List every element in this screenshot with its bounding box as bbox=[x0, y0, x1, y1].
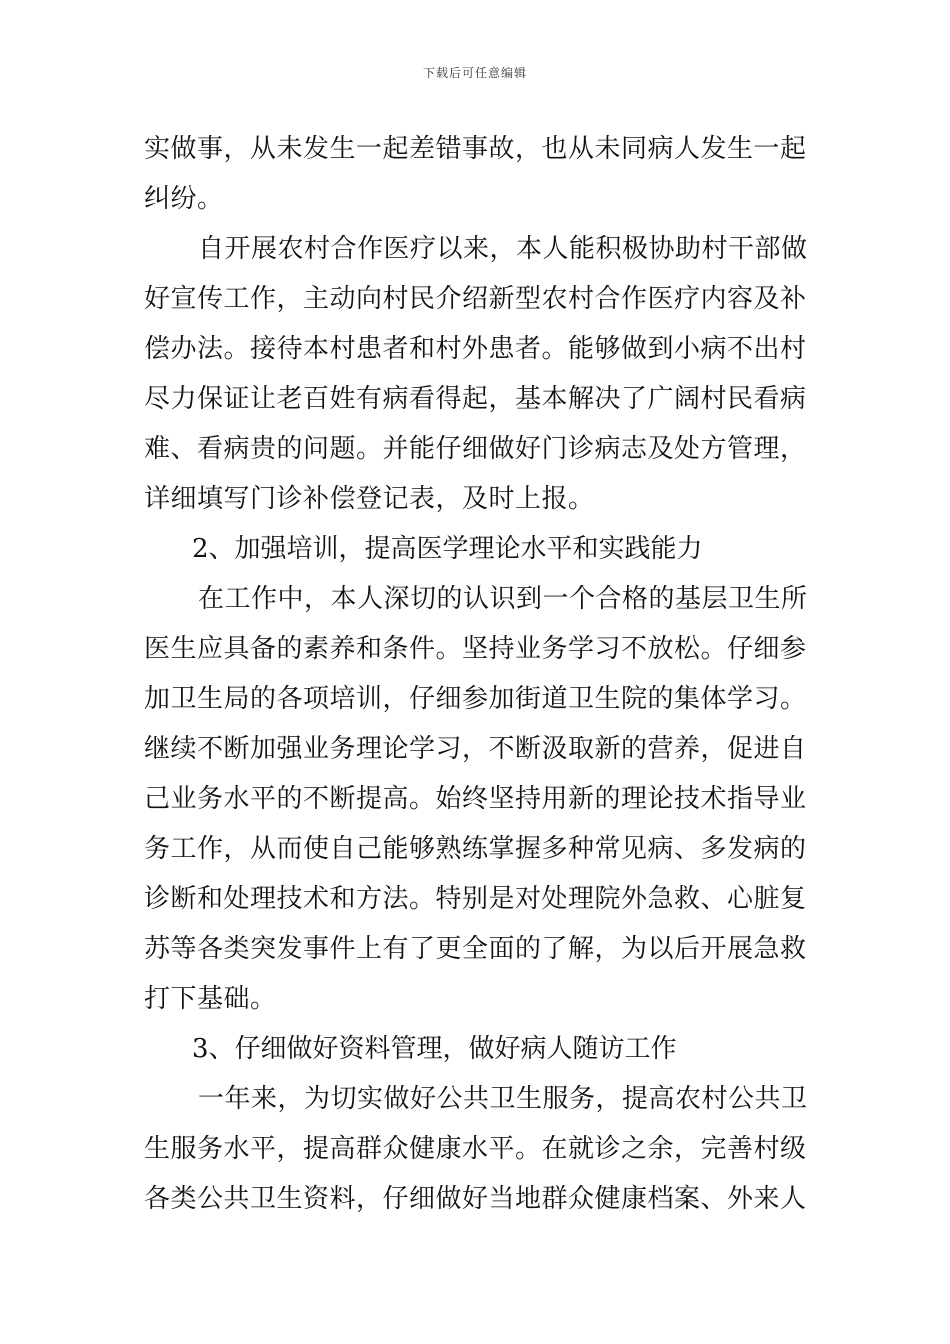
text-line: 各类公共卫生资料，仔细做好当地群众健康档案、外来人 bbox=[144, 1184, 807, 1214]
section-heading: 3、仔细做好资料管理，做好病人随访工作 bbox=[192, 1034, 677, 1064]
text-line: 详细填写门诊补偿登记表，及时上报。 bbox=[144, 484, 595, 514]
text-line: 己业务水平的不断提高。始终坚持用新的理论技术指导业 bbox=[144, 784, 807, 814]
text-line: 生服务水平，提高群众健康水平。在就诊之余，完善村级 bbox=[144, 1134, 807, 1164]
text-line: 诊断和处理技术和方法。特别是对处理院外急救、心脏复 bbox=[144, 884, 807, 914]
text-line: 好宣传工作，主动向村民介绍新型农村合作医疗内容及补 bbox=[144, 284, 807, 314]
text-line: 苏等各类突发事件上有了更全面的了解，为以后开展急救 bbox=[144, 934, 807, 964]
text-line: 加卫生局的各项培训，仔细参加街道卫生院的集体学习。 bbox=[144, 684, 807, 714]
text-line: 医生应具备的素养和条件。坚持业务学习不放松。仔细参 bbox=[144, 634, 807, 664]
text-line: 打下基础。 bbox=[144, 984, 277, 1014]
text-line: 实做事，从未发生一起差错事故，也从未同病人发生一起 bbox=[144, 134, 807, 164]
text-line: 偿办法。接待本村患者和村外患者。能够做到小病不出村 bbox=[144, 334, 807, 364]
text-line: 务工作，从而使自己能够熟练掌握多种常见病、多发病的 bbox=[144, 834, 807, 864]
paragraph-start-line: 在工作中，本人深切的认识到一个合格的基层卫生所 bbox=[198, 584, 808, 614]
text-line: 尽力保证让老百姓有病看得起，基本解决了广阔村民看病 bbox=[144, 384, 807, 414]
paragraph-start-line: 一年来，为切实做好公共卫生服务，提高农村公共卫 bbox=[198, 1084, 808, 1114]
paragraph-start-line: 自开展农村合作医疗以来，本人能积极协助村干部做 bbox=[198, 234, 808, 264]
section-heading: 2、加强培训，提高医学理论水平和实践能力 bbox=[192, 534, 703, 564]
text-line: 纠纷。 bbox=[144, 184, 224, 214]
document-body bbox=[144, 124, 810, 1224]
page-header: 下载后可任意编辑 bbox=[422, 66, 527, 80]
text-line: 继续不断加强业务理论学习，不断汲取新的营养，促进自 bbox=[144, 734, 807, 764]
text-line: 难、看病贵的问题。并能仔细做好门诊病志及处方管理， bbox=[144, 434, 807, 464]
